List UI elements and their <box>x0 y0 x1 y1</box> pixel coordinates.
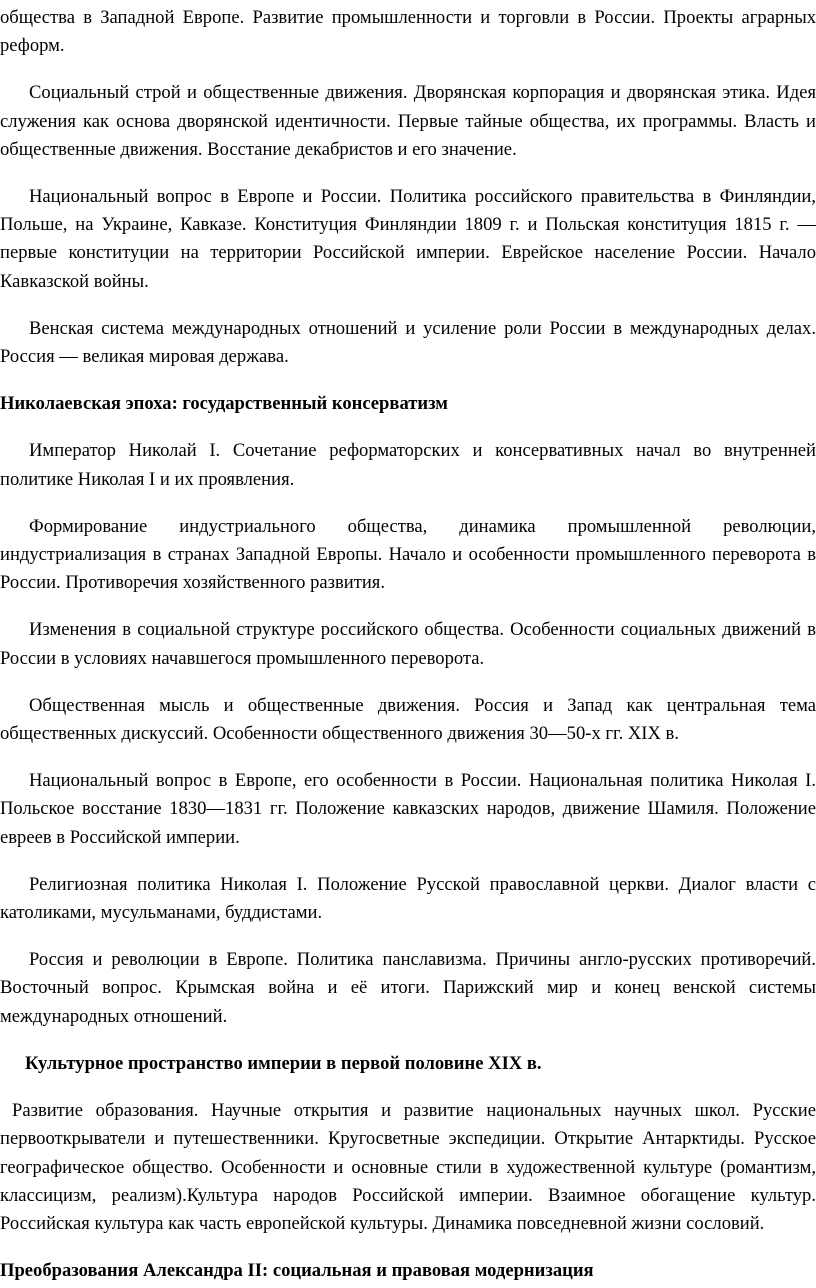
section-heading-alexander-reforms: Преобразования Александра II: социальная и правовая модернизация <box>0 1260 594 1282</box>
paragraph-revolutions-europe: Россия и революции в Европе. Политика панславизма. Причины англо-русских противоречий. Восточный вопрос. Крымская война и её итоги. Парижский мир и конец венской системы международных отношений. <box>0 949 816 1027</box>
paragraph-public-thought: Общественная мысль и общественные движения. Россия и Запад как центральная тема общественных дискуссий. Особенности общественного движения 30—50-х гг. XIX в. <box>0 694 816 745</box>
paragraph-social-structure: Социальный строй и общественные движения. Дворянская корпорация и дворянская этика. Идея служения как основа дворянской идентичности. Первые тайные общества, их программы. Власть и общественные движения. Восстание декабристов и его значение. <box>0 82 816 160</box>
section-heading-nicholas-era: Николаевская эпоха: государственный консерватизм <box>0 393 448 415</box>
paragraph-national-question: Национальный вопрос в Европе и России. Политика российского правительства в Финляндии, Польше, на Украине, Кавказе. Конституция Финляндии 1809 г. и Польская конституция 1815 г. — первые конституции на территории Российской империи. Еврейское население России. Начало Кавказской войны. <box>0 186 816 292</box>
section-heading-culture: Культурное пространство империи в первой половине XIX в. <box>25 1052 542 1074</box>
paragraph-industry-trade: общества в Западной Европе. Развитие промышленности и торговли в России. Проекты аграрных реформ. <box>0 7 816 57</box>
paragraph-religious-policy: Религиозная политика Николая I. Положение Русской православной церкви. Диалог власти с католиками, мусульманами, буддистами. <box>0 873 816 924</box>
paragraph-education-science: Развитие образования. Научные открытия и развитие национальных научных школ. Русские первооткрыватели и путешественники. Кругосветные экспедиции. Открытие Антарктиды. Русское географическое общество. Особенности и основные стили в художественной культуре (романтизм, классицизм, реализм).Культура народов Российской империи. Взаимное обогащение культур. Российская культура как часть европейской культуры. Динамика повседневной жизни сословий. <box>0 1100 816 1234</box>
paragraph-emperor-nicholas: Император Николай I. Сочетание реформаторских и консервативных начал во внутренней политике Николая I и их проявления. <box>0 440 816 490</box>
paragraph-vienna-system: Венская система международных отношений и усиление роли России в международных делах. Россия — великая мировая держава. <box>0 317 816 368</box>
paragraph-social-changes: Изменения в социальной структуре российского общества. Особенности социальных движений в России в условиях начавшегося промышленного переворота. <box>0 619 816 669</box>
paragraph-national-policy: Национальный вопрос в Европе, его особенности в России. Национальная политика Николая I. Польское восстание 1830—1831 гг. Положение кавказских народов, движение Шамиля. Положение евреев в Российской империи. <box>0 770 816 848</box>
paragraph-industrial-society: Формирование индустриального общества, динамика промышленной революции, индустриализация в странах Западной Европы. Начало и особенности промышленного переворота в России. Противоречия хозяйственного развития. <box>0 515 816 594</box>
